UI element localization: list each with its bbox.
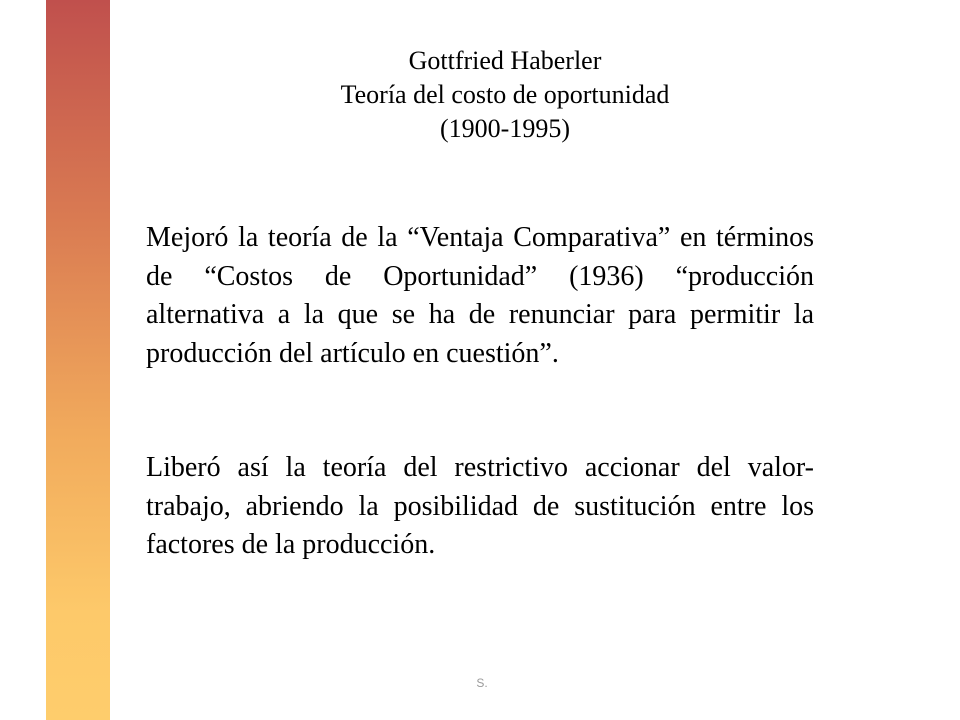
slide-title [200,44,810,146]
footer-label: S. [476,676,488,690]
body-paragraph-1: Mejoró la teoría de la “Ventaja Comparativa” en términos de “Costos de Oportunidad” (1936) “producción alternativa a la que se ha de renunciar para permitir la producción del artículo en cuestión”. [146,222,814,369]
title-years: (1900-1995) [440,114,570,143]
accent-side-bar [46,0,110,720]
title-theory-name: Teoría del costo de oportunidad [340,80,670,109]
body-paragraph-2: Liberó así la teoría del restrictivo accionar del valor-trabajo, abriendo la posibilidad de sustitución entre los factores de la producción. [146,452,814,560]
title-author-name: Gottfried Haberler [408,46,602,75]
